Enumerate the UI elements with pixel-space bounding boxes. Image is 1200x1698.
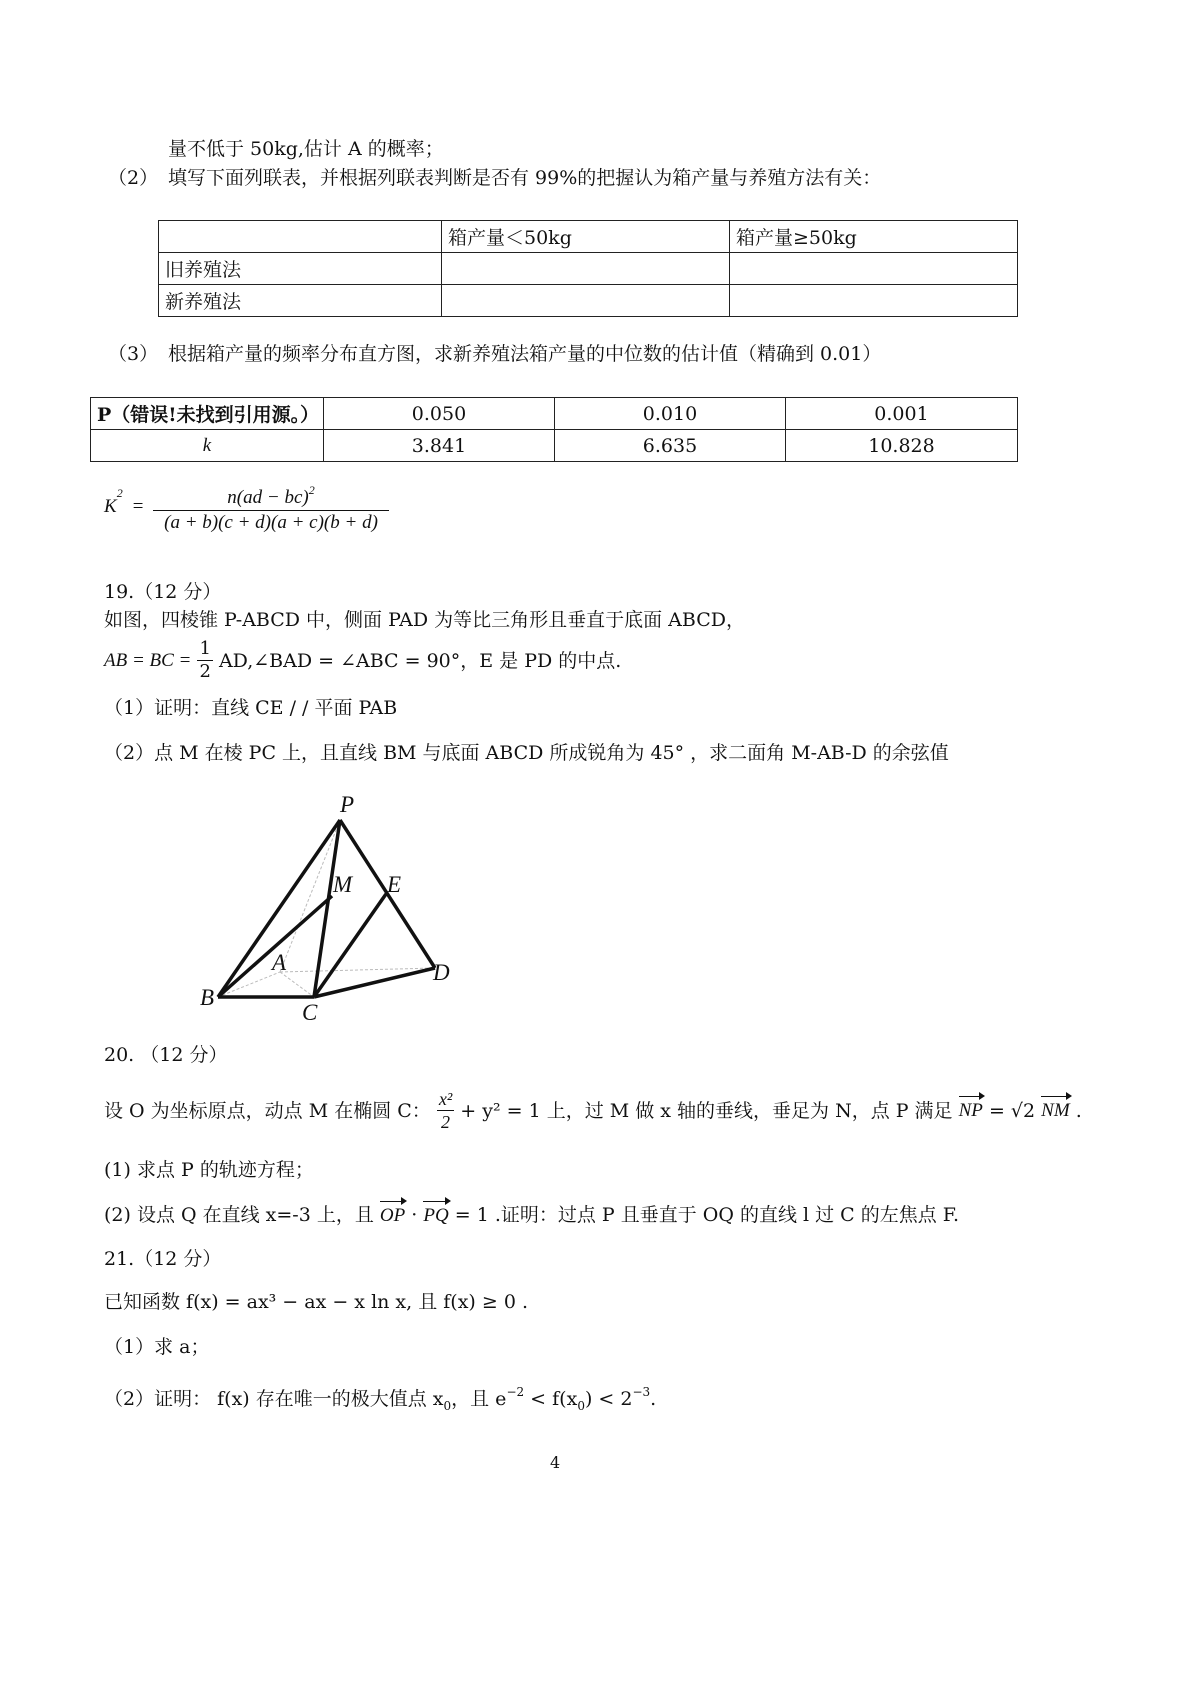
q20-heading: 20. （12 分） (104, 1044, 228, 1066)
half-fraction: $\frac{1}{2}$ (199, 638, 211, 682)
label-b: B (200, 985, 215, 1010)
table-cell: 0.010 (555, 398, 786, 430)
q19-part1: （1）证明：直线 CE / / 平面 PAB (104, 697, 398, 719)
formula-lhs: K (104, 495, 117, 517)
table-cell: 3.841 (324, 430, 555, 462)
table-row (159, 221, 1018, 253)
table-cell: k (91, 430, 324, 462)
table-row (91, 398, 1018, 430)
q19-part2: （2）点 M 在棱 PC 上，且直线 BM 与底面 ABCD 所成锐角为 45° ，求二面角 M-AB-D 的余弦值 (104, 742, 949, 764)
contingency-table (158, 220, 1018, 317)
formula-fraction (153, 478, 389, 535)
q18-item3-text: 根据箱产量的频率分布直方图，求新养殖法箱产量的中位数的估计值（精确到 0.01） (168, 343, 882, 365)
label-p: P (340, 792, 355, 817)
critical-value-table (90, 397, 1018, 462)
table-cell: 0.050 (324, 398, 555, 430)
formula-numerator: n(ad − bc)$^2$ (153, 478, 389, 511)
table-cell (730, 285, 1018, 317)
q20-line1: 设 O 为坐标原点，动点 M 在椭圆 C： $\frac{\text{x²}}{2}$ + y² = 1 上，过 M 做 x 轴的垂线，垂足为 N，点 P 满足 NP = √2 NM . (104, 1089, 1082, 1132)
table-cell: 旧养殖法 (159, 253, 442, 285)
q18-item2-num: （2） (108, 167, 159, 189)
vector-np: NP (958, 1099, 983, 1121)
q19-heading: 19.（12 分） (104, 581, 222, 603)
label-e: E (387, 872, 402, 897)
table-row (91, 430, 1018, 462)
vector-pq: PQ (423, 1205, 449, 1226)
table-cell: 10.828 (786, 430, 1018, 462)
vector-op: OP (379, 1205, 406, 1226)
table-cell: 箱产量＜50kg (442, 221, 730, 253)
ellipse-fraction: $\frac{\text{x²}}{2}$ (438, 1089, 453, 1132)
label-m: M (333, 872, 353, 897)
table-cell (442, 285, 730, 317)
table-cell (730, 253, 1018, 285)
page-number: 4 (550, 1453, 561, 1472)
table-cell: 6.635 (555, 430, 786, 462)
label-c: C (302, 1000, 318, 1025)
table-cell (442, 253, 730, 285)
q21-part1: （1）求 a； (104, 1336, 210, 1358)
label-d: D (433, 960, 450, 985)
table-cell: 新养殖法 (159, 285, 442, 317)
label-a: A (272, 950, 287, 975)
table-cell: P（错误!未找到引用源。） (91, 398, 324, 430)
table-row (159, 285, 1018, 317)
vector-nm: NM (1041, 1099, 1070, 1121)
q20-part2: (2) 设点 Q 在直线 x=-3 上，且 OP · PQ = 1 .证明：过点 P 且垂直于 OQ 的直线 l 过 C 的左焦点 F. (104, 1204, 960, 1226)
formula-eq: = (131, 495, 145, 517)
q19-line2: AB = BC = $\frac{1}{2}$ AD,∠BAD = ∠ABC = 90°，E 是 PD 的中点. (104, 638, 622, 682)
q21-line1: 已知函数 f(x) = ax³ − ax − x ln x, 且 f(x) ≥ 0 . (104, 1291, 528, 1313)
q18-line1: 量不低于 50kg,估计 A 的概率； (168, 138, 444, 160)
formula-denominator: (a + b)(c + d)(a + c)(b + d) (164, 512, 378, 533)
table-cell (159, 221, 442, 253)
table-cell: 箱产量≥50kg (730, 221, 1018, 253)
formula-lhs-sup: 2 (116, 485, 123, 500)
q19-line1: 如图，四棱锥 P-ABCD 中，侧面 PAD 为等比三角形且垂直于底面 ABCD， (104, 609, 745, 631)
q18-item3-num: （3） (108, 343, 159, 365)
k-squared-formula (104, 478, 389, 535)
q21-part2: （2）证明： f(x) 存在唯一的极大值点 $x_0$，且 $e^{-2} < f(x_0) < 2^{-3}$. (104, 1385, 657, 1413)
table-cell: 0.001 (786, 398, 1018, 430)
pyramid-figure (190, 790, 490, 1030)
q20-part1: (1) 求点 P 的轨迹方程； (104, 1159, 314, 1181)
table-row (159, 253, 1018, 285)
q21-heading: 21.（12 分） (104, 1248, 222, 1270)
q18-item2-text: 填写下面列联表，并根据列联表判断是否有 99%的把握认为箱产量与养殖方法有关： (168, 167, 882, 189)
